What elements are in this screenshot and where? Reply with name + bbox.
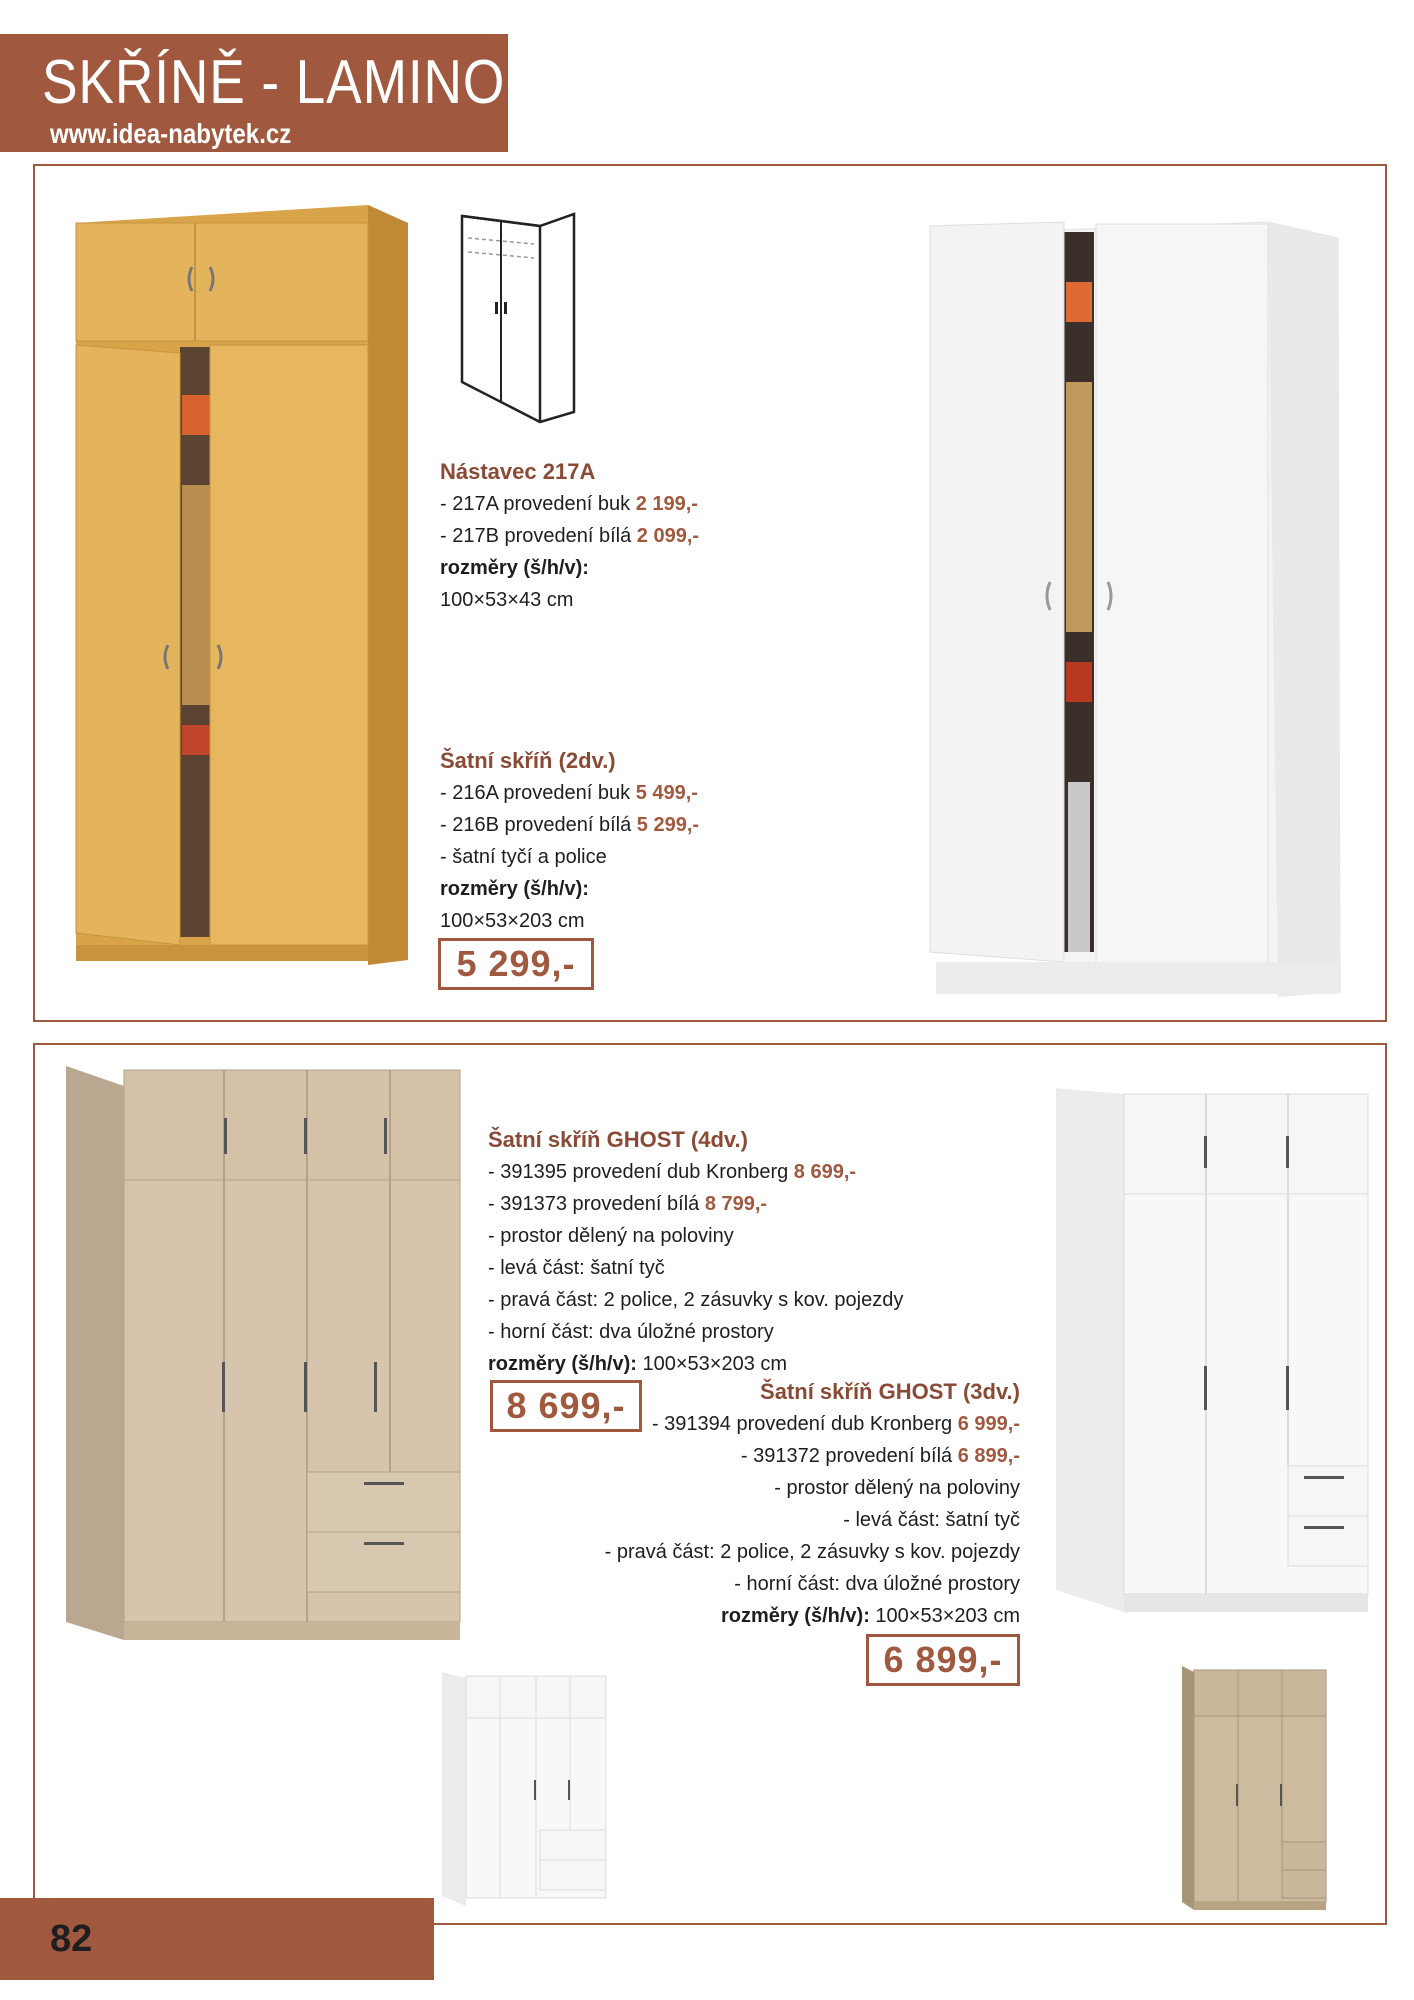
extension-title: Nástavec 217A: [440, 459, 596, 484]
dimensions-line: [600, 1600, 1020, 1632]
ghost-4dv-variant-a: [488, 1156, 903, 1188]
dimensions-label: rozměry (š/h/v):: [488, 1353, 637, 1375]
dimensions-label: rozměry (š/h/v):: [440, 557, 589, 579]
ghost-4dv-spec: [488, 1124, 903, 1380]
ghost-4dv-title: Šatní skříň GHOST (4dv.): [488, 1127, 748, 1152]
feature-line: - horní část: dva úložné prostory: [734, 1573, 1020, 1595]
variant-text: - 217B provedení bílá: [440, 525, 637, 547]
ghost-4dv-variant-b: [488, 1188, 903, 1220]
website-url: www.idea-nabytek.cz: [50, 118, 292, 149]
dimensions-value: 100×53×203 cm: [636, 1353, 788, 1375]
wardrobe-2dv-spec: [440, 745, 699, 937]
dimensions-label: rozměry (š/h/v):: [440, 878, 589, 900]
feature-line: - pravá část: 2 police, 2 zásuvky s kov. pojezdy: [604, 1541, 1020, 1563]
extension-variant-a: [440, 488, 699, 520]
feature-line: - levá část: šatní tyč: [488, 1257, 665, 1279]
variant-text: - 216B provedení bílá: [440, 814, 637, 836]
feature-line: - levá část: šatní tyč: [843, 1509, 1020, 1531]
feature-line: - prostor dělený na poloviny: [774, 1477, 1020, 1499]
ghost-3dv-title: Šatní skříň GHOST (3dv.): [760, 1379, 1020, 1404]
variant-text: - 217A provedení buk: [440, 493, 636, 515]
variant-price: 5 499,-: [635, 782, 698, 804]
variant-text: - 391372 provedení bílá: [740, 1445, 958, 1467]
price-box-ghost-4dv: 8 699,-: [490, 1380, 642, 1432]
extension-line-drawing: [458, 212, 578, 422]
wardrobe-variant-b: [440, 809, 699, 841]
extension-variant-b: [440, 520, 699, 552]
oak-4door-wardrobe-image: [64, 1062, 464, 1642]
variant-text: - 391373 provedení bílá: [488, 1193, 705, 1215]
price-box-ghost-3dv: 6 899,-: [866, 1634, 1020, 1686]
wardrobe-feature: - šatní tyčí a police: [440, 846, 607, 868]
ghost-3dv-variant-b: [600, 1440, 1020, 1472]
white-3door-wardrobe-image: [1054, 1086, 1374, 1616]
small-oak-3door-image: [1180, 1664, 1330, 1914]
ghost-3dv-spec: [600, 1376, 1020, 1632]
small-white-4door-image: [440, 1670, 610, 1908]
feature-line: - horní část: dva úložné prostory: [488, 1321, 774, 1343]
dimensions-value: 100×53×203 cm: [869, 1605, 1020, 1627]
variant-text: - 391395 provedení dub Kronberg: [488, 1161, 794, 1183]
price-box-2dv: 5 299,-: [438, 938, 594, 990]
variant-price: 6 899,-: [957, 1445, 1020, 1467]
variant-text: - 391394 provedení dub Kronberg: [651, 1413, 958, 1435]
dimensions-label: rozměry (š/h/v):: [720, 1605, 870, 1627]
variant-price: 2 099,-: [636, 525, 700, 547]
page-title: SKŘÍNĚ - LAMINO: [42, 48, 506, 117]
ghost-3dv-variant-a: [600, 1408, 1020, 1440]
dimensions-value: 100×53×203 cm: [440, 910, 585, 932]
variant-price: 2 199,-: [635, 493, 698, 515]
feature-line: - prostor dělený na poloviny: [488, 1225, 734, 1247]
variant-price: 8 799,-: [704, 1193, 768, 1215]
wardrobe-2dv-title: Šatní skříň (2dv.): [440, 748, 616, 773]
extension-spec: [440, 456, 699, 616]
variant-price: 8 699,-: [793, 1161, 857, 1183]
white-wardrobe-image: [928, 222, 1348, 1000]
dimensions-value: 100×53×43 cm: [440, 589, 574, 611]
variant-text: - 216A provedení buk: [440, 782, 636, 804]
beech-wardrobe-image: [68, 205, 413, 965]
header-banner: [0, 34, 508, 152]
wardrobe-variant-a: [440, 777, 699, 809]
variant-price: 5 299,-: [636, 814, 700, 836]
page-number: 82: [50, 1918, 93, 1960]
feature-line: - pravá část: 2 police, 2 zásuvky s kov. pojezdy: [488, 1289, 904, 1311]
variant-price: 6 999,-: [957, 1413, 1020, 1435]
